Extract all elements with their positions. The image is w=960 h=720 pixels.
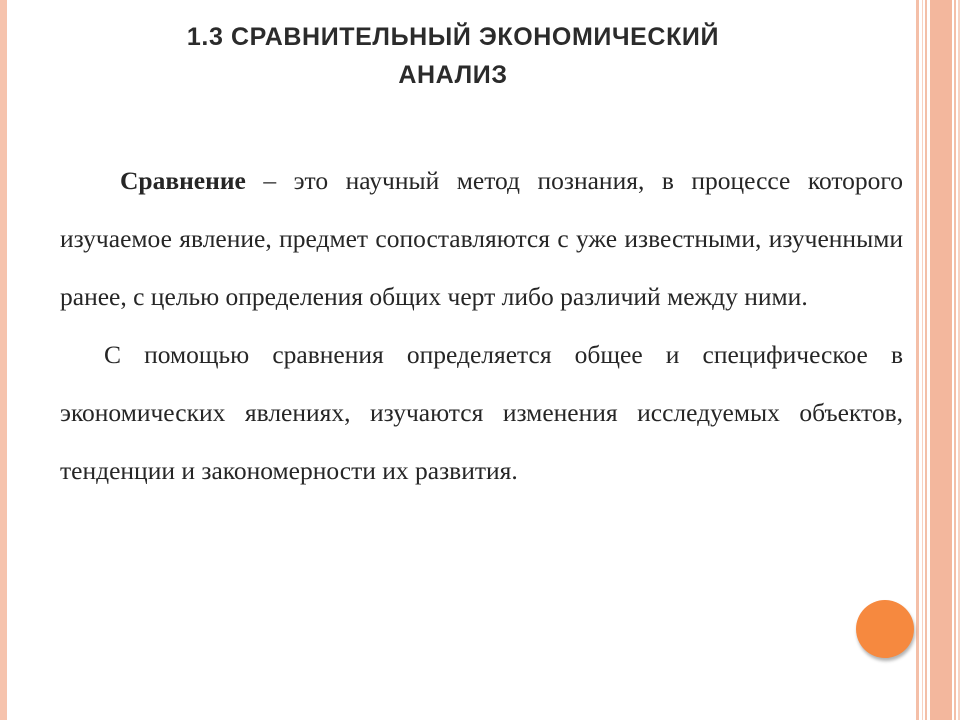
slide-body [60, 152, 903, 500]
stripe [916, 0, 919, 720]
stripe [925, 0, 927, 720]
definition-text: – это научный метод познания, в процессе которого изучаемое явление, предмет сопоставляются с уже известными, изученными ранее, с целью определения общих черт либо различий между ними. [60, 166, 903, 311]
definition-paragraph [60, 152, 903, 326]
slide-title [60, 18, 846, 94]
right-stripes-decoration [916, 0, 960, 720]
slide-title-line2: АНАЛИЗ [398, 61, 508, 89]
definition-term: Сравнение [120, 166, 246, 195]
stripe [922, 0, 923, 720]
method-paragraph: С помощью сравнения определяется общее и специфическое в экономических явлениях, изучаются изменения исследуемых объектов, тенденции и закономерности их развития. [60, 340, 903, 485]
decorative-circle [856, 600, 914, 658]
left-border-decoration [0, 0, 7, 720]
stripe [930, 0, 952, 720]
slide-title-line1: 1.3 СРАВНИТЕЛЬНЫЙ ЭКОНОМИЧЕСКИЙ [186, 23, 720, 51]
stripe [954, 0, 956, 720]
